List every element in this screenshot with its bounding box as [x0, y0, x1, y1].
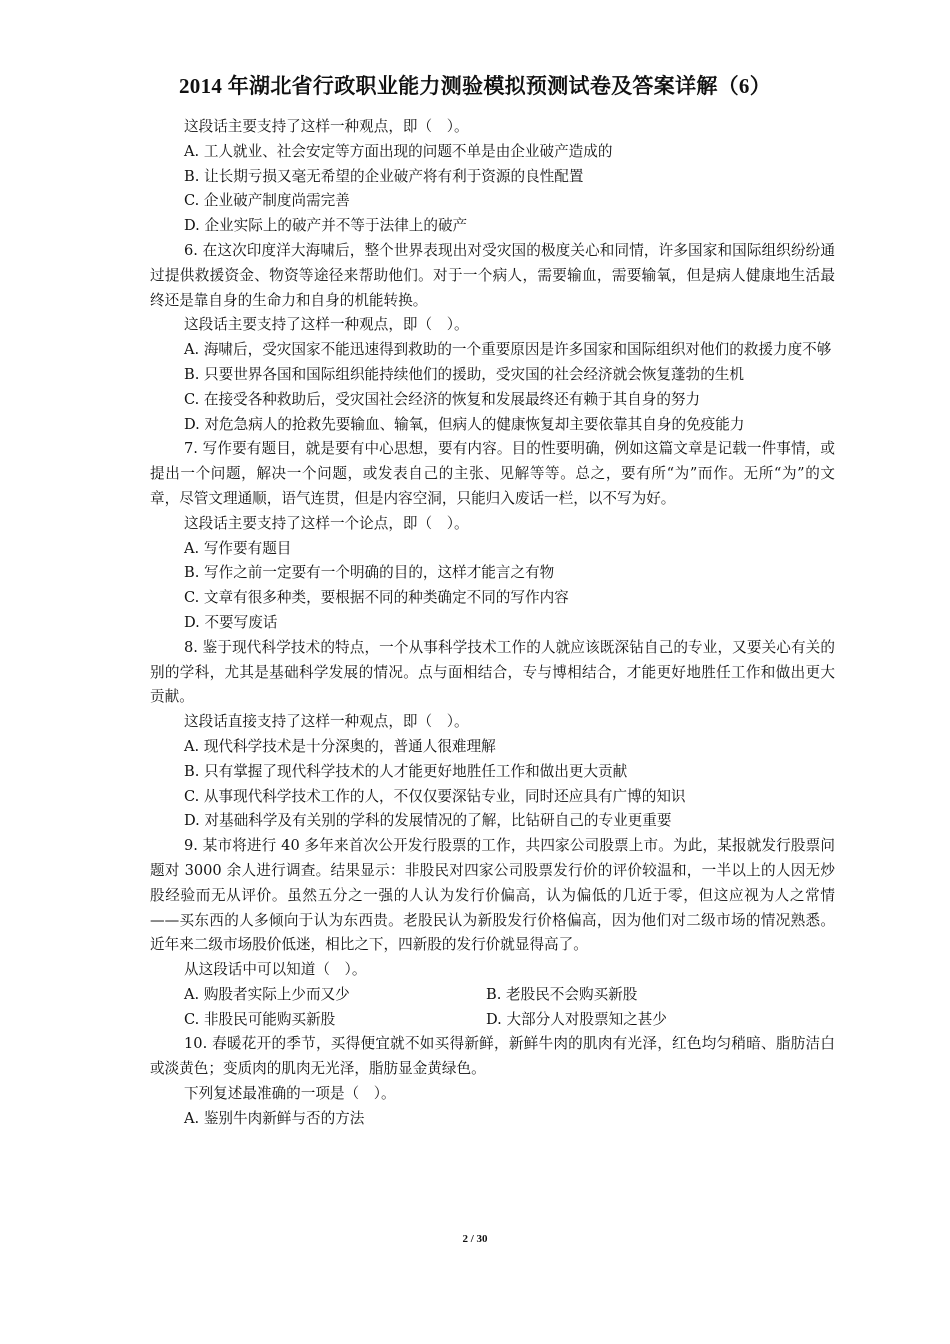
q8-stem: 8. 鉴于现代科学技术的特点，一个从事科学技术工作的人就应该既深钻自己的专业，又要关心有关的别的学科，尤其是基础科学发展的情况。点与面相结合，专与博相结合，才能更好地胜任工作和做出更大贡献。	[150, 638, 835, 706]
q8-option-c: C. 从事现代科学技术工作的人，不仅仅要深钻专业，同时还应具有广博的知识	[184, 787, 686, 805]
q10-prompt: 下列复述最准确的一项是（ ）。	[184, 1085, 396, 1103]
q6-prompt: 这段话主要支持了这样一种观点，即（ ）。	[184, 316, 469, 334]
q9-option-b: B. 老股民不会购买新股	[486, 985, 638, 1003]
q9-option-d: D. 大部分人对股票知之甚少	[486, 1010, 667, 1028]
q9-prompt: 从这段话中可以知道（ ）。	[184, 961, 367, 979]
q6-stem: 6. 在这次印度洋大海啸后，整个世界表现出对受灾国的极度关心和同情，许多国家和国际组织纷纷通过提供救援资金、物资等途径来帮助他们。对于一个病人，需要输血，需要输氧，但是病人健康地生活最终还是靠自身的生命力和自身的机能转换。	[150, 241, 835, 309]
q5-option-c: C. 企业破产制度尚需完善	[184, 192, 350, 210]
q10-stem: 10. 春暖花开的季节，买得便宜就不如买得新鲜，新鲜牛肉的肌肉有光泽，红色均匀稍暗、脂肪洁白或淡黄色；变质肉的肌肉无光泽，脂肪显金黄绿色。	[150, 1035, 835, 1078]
q7-prompt: 这段话主要支持了这样一个论点，即（ ）。	[184, 514, 469, 532]
q8-option-a: A. 现代科学技术是十分深奥的，普通人很难理解	[184, 737, 496, 755]
q5-option-d: D. 企业实际上的破产并不等于法律上的破产	[184, 217, 468, 235]
q6-option-d: D. 对危急病人的抢救先要输血、输氧，但病人的健康恢复却主要依靠其自身的免疫能力	[184, 415, 745, 433]
q7-option-d: D. 不要写废话	[184, 613, 278, 631]
q7-option-c: C. 文章有很多种类，要根据不同的种类确定不同的写作内容	[184, 589, 569, 607]
q5-option-b: B. 让长期亏损又毫无希望的企业破产将有利于资源的良性配置	[184, 167, 584, 185]
q7-stem: 7. 写作要有题目，就是要有中心思想，要有内容。目的性要明确，例如这篇文章是记载一件事情，或提出一个问题，解决一个问题，或发表自己的主张、见解等等。总之，要有所“为”而作。无所“为”的文章，尽管文理通顺，语气连贯，但是内容空洞，只能归入废话一栏，以不写为好。	[150, 440, 835, 507]
q5-prompt: 这段话主要支持了这样一种观点，即（ ）。	[184, 118, 469, 135]
q6-option-b: B. 只要世界各国和国际组织能持续他们的援助，受灾国的社会经济就会恢复蓬勃的生机	[184, 365, 744, 383]
q8-option-d: D. 对基础科学及有关别的学科的发展情况的了解，比钻研自己的专业更重要	[184, 812, 672, 830]
q9-stem: 9. 某市将进行 40 多年来首次公开发行股票的工作，共四家公司股票上市。为此，某报就发行股票问题对 3000 余人进行调查。结果显示：非股民对四家公司股票发行价的评价较温和，一半以上的人因无炒股经验而无从评价。虽然五分之一强的人认为发行价偏高，认为偏低的几近于零，但这应视为人之常情——买东西的人多倾向于认为东西贵。老股民认为新股发行价格偏高，因为他们对二级市场的情况熟悉。近年来二级市场股价低迷，相比之下，四新股的发行价就显得高了。	[150, 837, 835, 954]
page-number: 2 / 30	[462, 1233, 488, 1245]
q9-options-row-2	[150, 1008, 835, 1033]
q5-option-a: A. 工人就业、社会安定等方面出现的问题不单是由企业破产造成的	[184, 142, 613, 160]
q8-prompt: 这段话直接支持了这样一种观点，即（ ）。	[184, 713, 469, 731]
q10-option-a: A. 鉴别牛肉新鲜与否的方法	[184, 1109, 365, 1127]
q7-option-a: A. 写作要有题目	[184, 539, 292, 557]
q8-option-b: B. 只有掌握了现代科学技术的人才能更好地胜任工作和做出更大贡献	[184, 762, 628, 780]
q6-option-a: A. 海啸后，受灾国家不能迅速得到救助的一个重要原因是许多国家和国际组织对他们的救援力度不够	[184, 341, 832, 359]
q9-options-row-1	[150, 983, 835, 1008]
q9-option-a: A. 购股者实际上少而又少	[184, 985, 350, 1003]
document-body	[150, 115, 835, 1132]
q9-option-c: C. 非股民可能购买新股	[184, 1010, 336, 1028]
page-title: 2014 年湖北省行政职业能力测验模拟预测试卷及答案详解（6）	[178, 74, 772, 98]
q7-option-b: B. 写作之前一定要有一个明确的目的，这样才能言之有物	[184, 564, 555, 582]
q6-option-c: C. 在接受各种救助后，受灾国社会经济的恢复和发展最终还有赖于其自身的努力	[184, 390, 701, 408]
